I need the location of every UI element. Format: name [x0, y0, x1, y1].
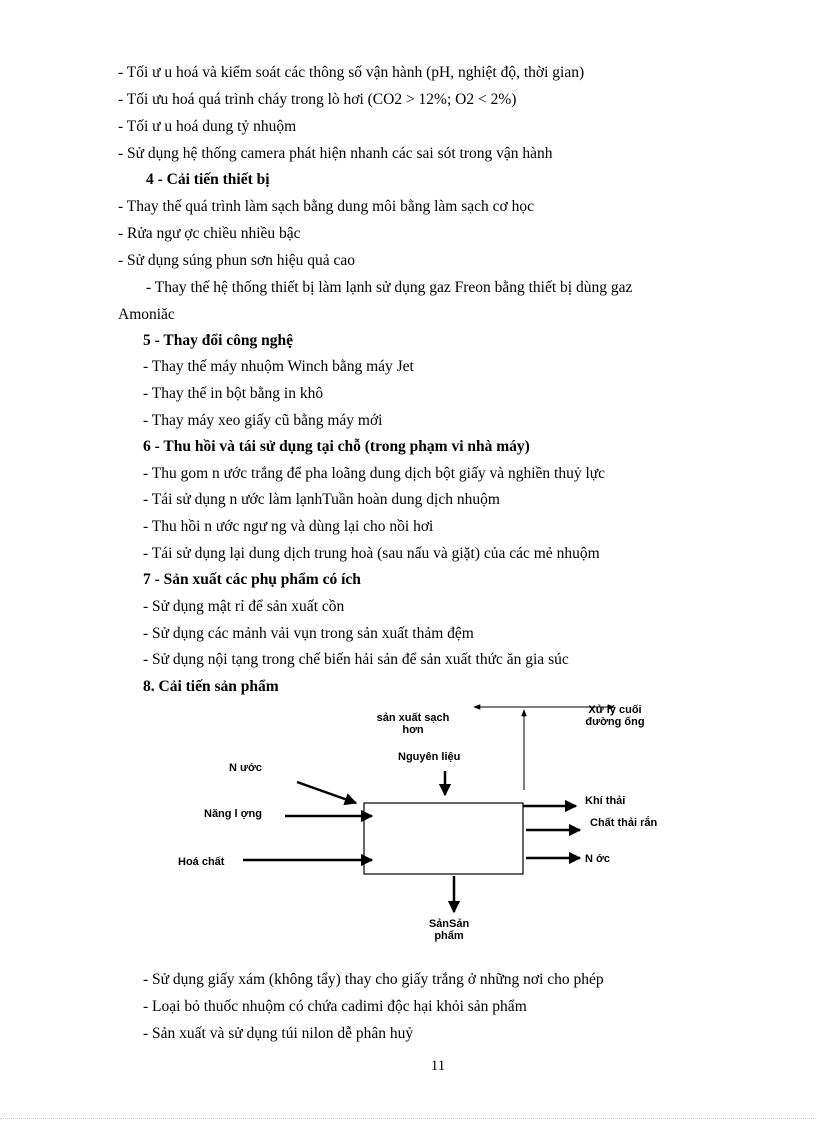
- text-line: - Thay thế máy nhuộm Winch bằng máy Jet: [143, 358, 414, 375]
- text-line: - Sử dụng giấy xám (không tẩy) thay cho giấy trắng ở những nơi cho phép: [143, 971, 604, 988]
- text-line: - Rửa ngư ợc chiều nhiều bậc: [118, 225, 301, 242]
- text-line: - Sử dụng hệ thống camera phát hiện nhanh các sai sót trong vận hành: [118, 145, 553, 162]
- cleaner-production-line2: hơn: [402, 724, 424, 736]
- text-line: - Tái sử dụng lại dung dịch trung hoà (sau nấu và giặt) của các mẻ nhuộm: [143, 545, 600, 562]
- page-number: 11: [430, 1058, 446, 1074]
- section-heading: 8. Cải tiến sản phẩm: [143, 678, 279, 695]
- text-line: - Sử dụng các mảnh vải vụn trong sản xuất thảm đệm: [143, 625, 474, 642]
- text-line: - Sử dụng mật rỉ để sản xuất cồn: [143, 598, 345, 615]
- text-line: - Thay máy xeo giấy cũ bằng máy mới: [143, 412, 383, 429]
- section-heading: 5 - Thay đổi công nghệ: [143, 332, 294, 349]
- energy-label: Năng l ợng: [204, 808, 262, 820]
- text-line: - Thu gom n ước trắng để pha loãng dung dịch bột giấy và nghiền thuỷ lực: [143, 465, 606, 482]
- text-line: - Thay thế quá trình làm sạch bằng dung môi bằng làm sạch cơ học: [118, 198, 534, 215]
- text-line: - Thu hồi n ước ngư ng và dùng lại cho nồi hơi: [143, 518, 434, 535]
- chemicals-label: Hoá chất: [178, 856, 225, 868]
- text-line: - Loại bỏ thuốc nhuộm có chứa cadimi độc hại khỏi sản phẩm: [143, 998, 527, 1015]
- solid-waste-label: Chất thải rắn: [590, 817, 658, 829]
- end-of-pipe-line2: đường ống: [585, 716, 645, 728]
- cleaner-production-label: [368, 712, 458, 736]
- end-of-pipe-label: [576, 704, 654, 728]
- end-of-pipe-line1: Xử lý cuối: [588, 704, 642, 716]
- product-line1: SảnSản: [428, 918, 470, 930]
- water-in-label: N ước: [229, 762, 262, 774]
- exhaust-gas-label: Khí thải: [585, 795, 626, 807]
- product-label: [418, 918, 480, 942]
- raw-materials-label: Nguyên liệu: [398, 751, 461, 763]
- water-in-arrow: [297, 782, 356, 803]
- water-out-label: N ớc: [585, 853, 610, 865]
- cleaner-production-line1: sản xuất sạch: [376, 712, 450, 724]
- text-line: - Tối ưu hoá quá trình cháy trong lò hơi (CO2 > 12%; O2 < 2%): [118, 91, 517, 108]
- text-line: - Tối ư u hoá dung tỷ nhuộm: [118, 118, 297, 135]
- text-line: - Sử dụng súng phun sơn hiệu quả cao: [118, 252, 356, 269]
- text-line: - Sử dụng nội tạng trong chế biến hải sản để sản xuất thức ăn gia súc: [143, 651, 569, 668]
- process-box: [364, 803, 523, 874]
- text-line: - Thay thế hệ thống thiết bị làm lạnh sử dụng gaz Freon bằng thiết bị dùng gaz: [146, 279, 633, 296]
- text-line: - Sản xuất và sử dụng túi nilon dễ phân huỷ: [143, 1025, 414, 1042]
- text-line: - Tối ư u hoá và kiểm soát các thông số vận hành (pH, nghiệt độ, thời gian): [118, 64, 585, 81]
- product-line2: phẩm: [434, 930, 464, 942]
- text-line: - Thay thế in bột bằng in khô: [143, 385, 324, 402]
- page-edge-divider: [0, 1118, 816, 1119]
- section-heading: 6 - Thu hồi và tái sử dụng tại chỗ (trong phạm vi nhà máy): [143, 438, 530, 455]
- section-heading: 4 - Cải tiến thiết bị: [146, 171, 270, 188]
- text-line: - Tái sử dụng n ước làm lạnhTuần hoàn dung dịch nhuộm: [143, 491, 500, 508]
- text-line: Amoniăc: [118, 306, 175, 323]
- section-heading: 7 - Sản xuất các phụ phẩm có ích: [143, 571, 361, 588]
